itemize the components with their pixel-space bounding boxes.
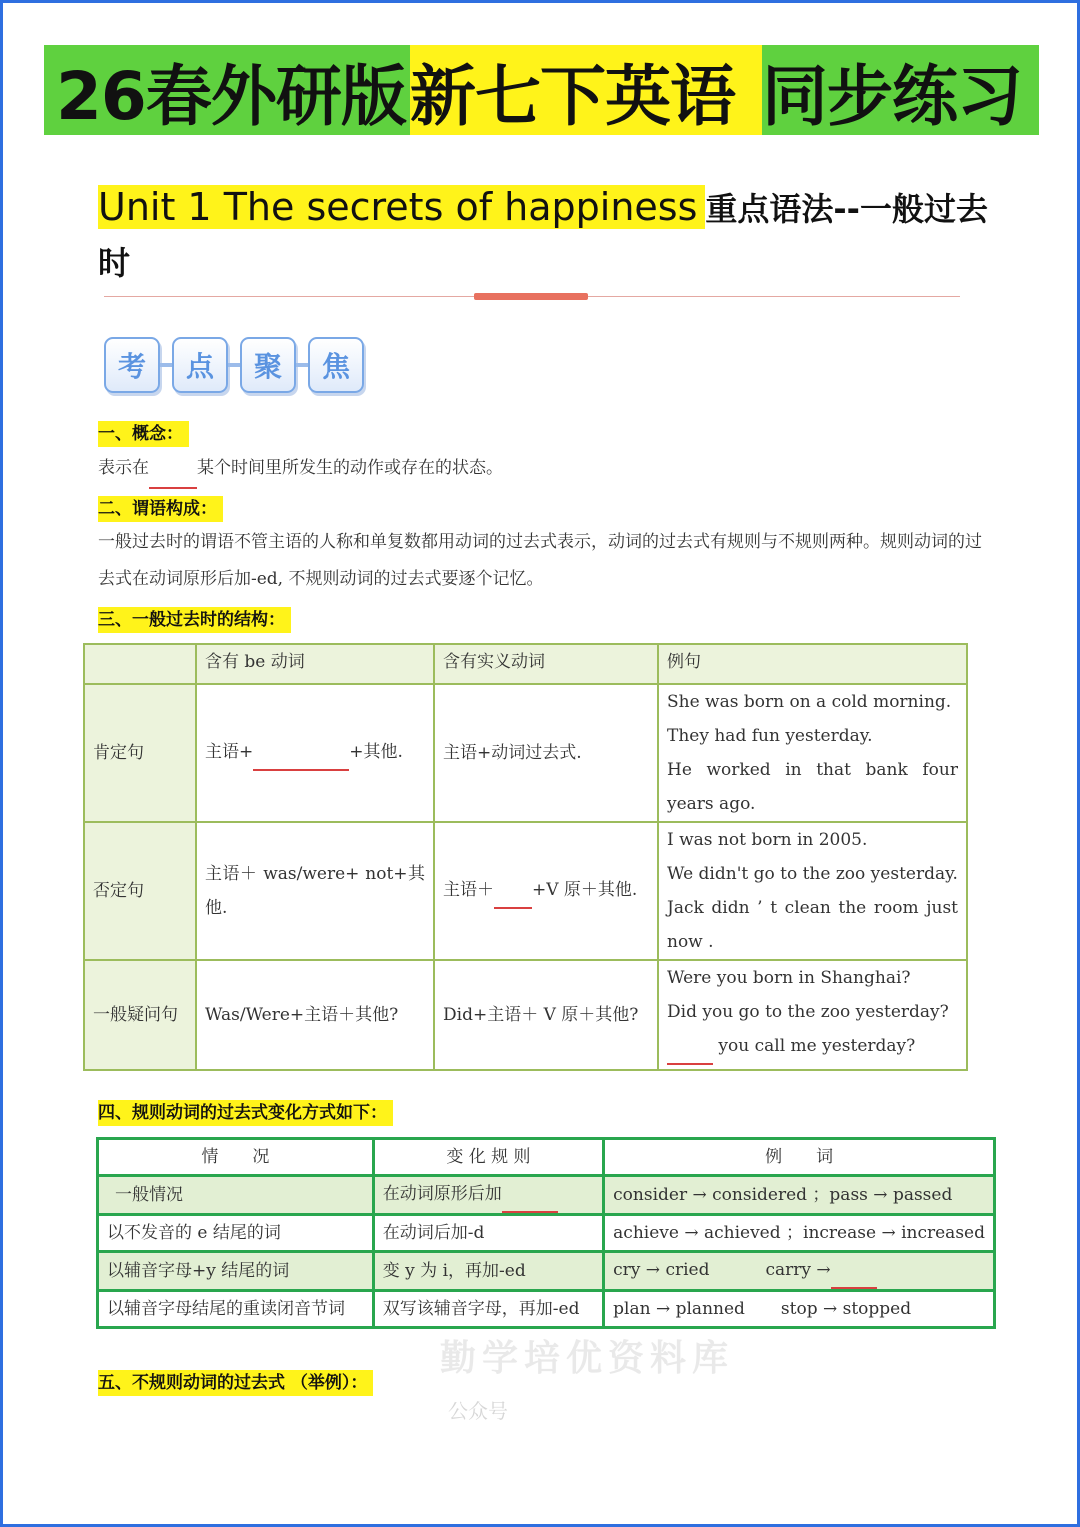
banner-part-1: 26春外研版	[44, 45, 410, 135]
cell-verb	[434, 822, 658, 960]
header-case: 情 况	[98, 1139, 374, 1176]
cell-case: 一般情况	[98, 1176, 374, 1215]
cell-be: Was/Were+主语＋其他?	[196, 960, 434, 1070]
cell-verb: 主语+动词过去式.	[434, 684, 658, 822]
table-row	[84, 960, 967, 1070]
table-row	[98, 1252, 995, 1291]
focus-badges	[104, 337, 364, 393]
table-row	[84, 684, 967, 822]
section4-heading: 四、规则动词的过去式变化方式如下：	[98, 1100, 393, 1126]
structure-table	[83, 643, 968, 1071]
cell-rule: 变 y 为 i，再加-ed	[373, 1252, 603, 1291]
header-rule: 变 化 规 则	[373, 1139, 603, 1176]
example-line: I was not born in 2005.	[667, 830, 868, 850]
row-label: 肯定句	[84, 684, 196, 822]
example-line: We didn't go to the zoo yesterday.	[667, 864, 958, 884]
unit-title	[98, 183, 998, 293]
example-line	[667, 1029, 958, 1065]
table-row	[98, 1215, 995, 1252]
cell-example	[604, 1291, 995, 1328]
cell-examples	[658, 822, 967, 960]
cell-text: stop → stopped	[780, 1299, 912, 1319]
unit-title-en: Unit 1 The secrets of happiness	[98, 185, 705, 229]
section2-text: 一般过去时的谓语不管主语的人称和单复数都用动词的过去式表示，动词的过去式有规则与不规则两种。规则动词的过去式在动词原形后加-ed, 不规则动词的过去式要逐个记忆。	[98, 532, 982, 589]
table-row	[98, 1291, 995, 1328]
badge-connector	[160, 363, 172, 367]
cell-case: 以不发音的 e 结尾的词	[98, 1215, 374, 1252]
cell-example: consider → considered ；pass → passed	[604, 1176, 995, 1215]
badge-jiao: 焦	[308, 337, 364, 393]
blank-2	[253, 735, 349, 771]
section2-heading: 二、谓语构成：	[98, 496, 223, 522]
header-example: 例 词	[604, 1139, 995, 1176]
example-line: They had fun yesterday.	[667, 726, 873, 746]
cell-rule	[373, 1176, 603, 1215]
badge-dian: 点	[172, 337, 228, 393]
blank-3	[494, 873, 532, 909]
header-be: 含有 be 动词	[196, 644, 434, 684]
cell-examples	[658, 960, 967, 1070]
section1-text	[98, 450, 988, 489]
cell-text: you call me yesterday?	[718, 1036, 916, 1056]
example-line: Were you born in Shanghai?	[667, 968, 911, 988]
header-verb: 含有实义动词	[434, 644, 658, 684]
cell-text: 主语＋	[443, 880, 494, 900]
example-line: Did you go to the zoo yesterday?	[667, 1002, 949, 1022]
header-empty	[84, 644, 196, 684]
unit-title-zh: 重点语法--一般过去时	[98, 190, 988, 282]
cell-text: plan → planned	[613, 1299, 745, 1319]
cell-example: achieve → achieved ；increase → increased	[604, 1215, 995, 1252]
cell-text: carry →	[765, 1260, 831, 1280]
blank-6	[831, 1253, 877, 1289]
concept-text-after: 某个时间里所发生的动作或存在的状态。	[197, 458, 503, 478]
cell-text: +V 原＋其他.	[532, 880, 638, 900]
divider-accent	[474, 293, 588, 300]
badge-ju: 聚	[240, 337, 296, 393]
row-label: 否定句	[84, 822, 196, 960]
table-header-row	[98, 1139, 995, 1176]
section1-heading: 一、概念：	[98, 421, 189, 447]
cell-rule: 在动词后加-d	[373, 1215, 603, 1252]
header-example: 例句	[658, 644, 967, 684]
banner-part-3: 同步练习	[762, 45, 1039, 135]
cell-text: cry → cried	[613, 1260, 710, 1280]
banner-part-2: 新七下英语	[410, 45, 762, 135]
concept-text-before: 表示在	[98, 458, 149, 478]
cell-text: 主语+	[205, 742, 254, 762]
badge-connector	[228, 363, 240, 367]
section5-heading: 五、不规则动词的过去式 （举例）：	[98, 1370, 373, 1396]
example-line: He worked in that bank four years ago.	[667, 760, 958, 814]
cell-case: 以辅音字母+y 结尾的词	[98, 1252, 374, 1291]
section3-heading: 三、一般过去时的结构：	[98, 607, 291, 633]
table-row	[98, 1176, 995, 1215]
watermark: 勤学培优资料库	[440, 1338, 735, 1379]
title-banner	[44, 45, 1039, 135]
cell-examples	[658, 684, 967, 822]
cell-be: 主语＋ was/were+ not+其他.	[196, 822, 434, 960]
row-label: 一般疑问句	[84, 960, 196, 1070]
cell-text: 在动词原形后加	[382, 1184, 502, 1204]
watermark-sub: 公众号	[448, 1399, 508, 1423]
cell-verb: Did+主语＋ V 原＋其他?	[434, 960, 658, 1070]
regular-verbs-table	[96, 1137, 996, 1329]
cell-rule: 双写该辅音字母，再加-ed	[373, 1291, 603, 1328]
cell-text: +其他.	[349, 742, 403, 762]
blank-5	[502, 1177, 558, 1213]
cell-example	[604, 1252, 995, 1291]
table-row	[84, 822, 967, 960]
blank-1	[149, 450, 197, 489]
table-header-row	[84, 644, 967, 684]
blank-4	[667, 1029, 713, 1065]
example-line: Jack didn ’ t clean the room just now .	[667, 898, 958, 952]
example-line: She was born on a cold morning.	[667, 692, 952, 712]
badge-kao: 考	[104, 337, 160, 393]
badge-connector	[296, 363, 308, 367]
cell-be	[196, 684, 434, 822]
cell-case: 以辅音字母结尾的重读闭音节词	[98, 1291, 374, 1328]
